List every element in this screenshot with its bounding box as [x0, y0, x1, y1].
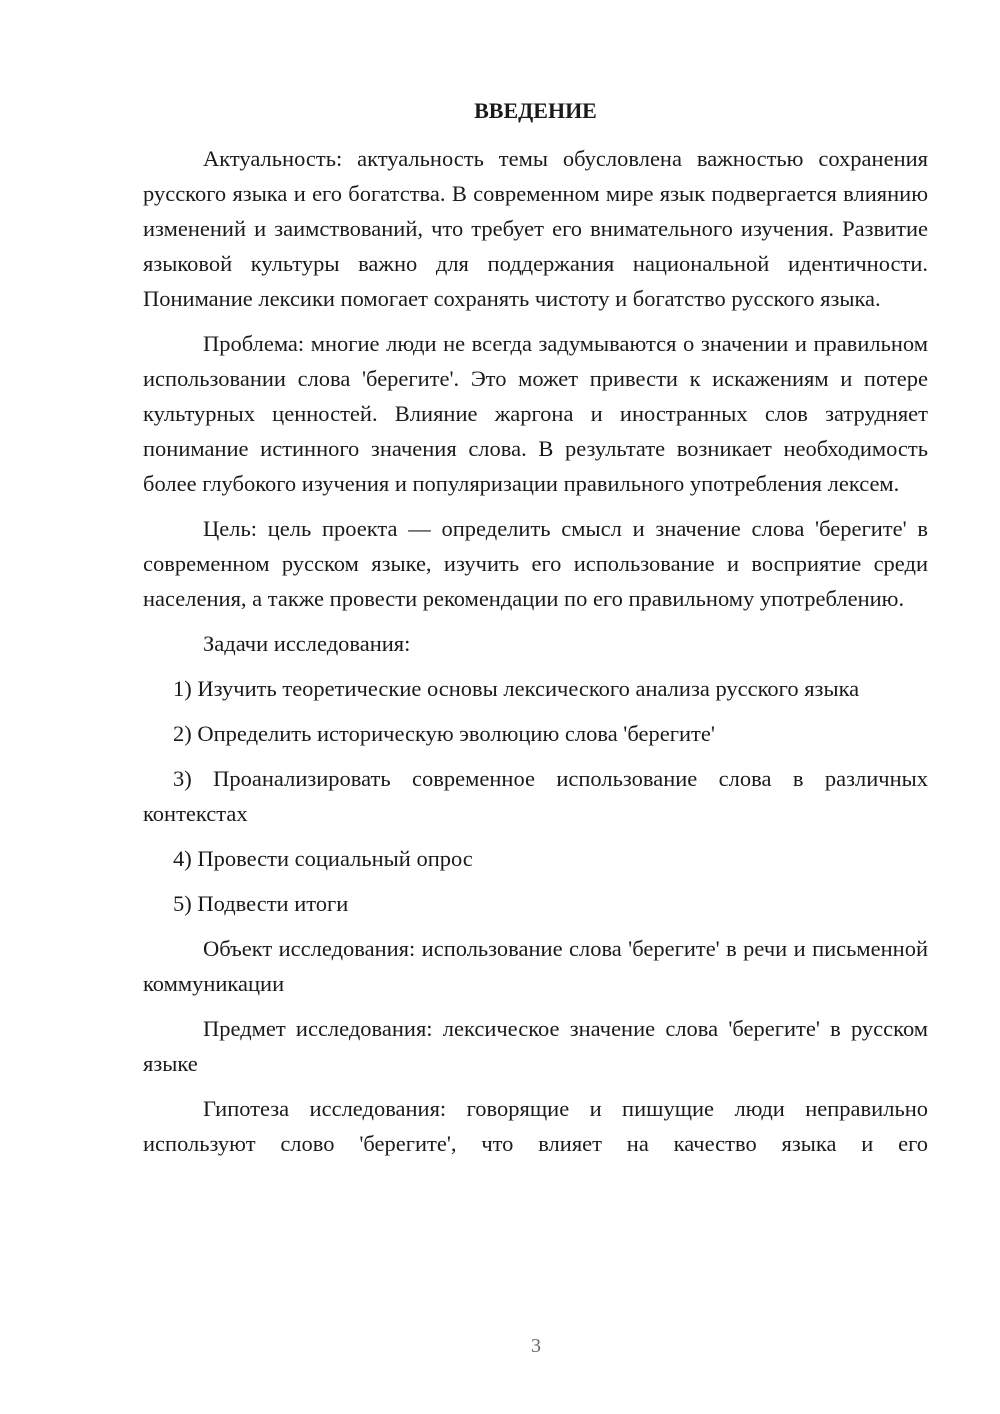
- list-item-task-5: 5) Подвести итоги: [173, 891, 349, 916]
- paragraph-goal: Цель: цель проекта — определить смысл и значение слова 'берегите' в современном русском языке, изучить его использование и восприятие среди населения, а также провести рекомендации по его правильному употреблению.: [143, 516, 928, 611]
- list-item-task-1: 1) Изучить теоретические основы лексического анализа русского языка: [173, 676, 860, 701]
- paragraph-subject: Предмет исследования: лексическое значение слова 'берегите' в русском языке: [143, 1016, 928, 1076]
- paragraph-tasks-heading: Задачи исследования:: [203, 631, 411, 656]
- paragraph-object: Объект исследования: использование слова 'берегите' в речи и письменной коммуникации: [143, 936, 928, 996]
- paragraph-hypothesis: Гипотеза исследования: говорящие и пишущие люди неправильно используют слово 'берегите', что влияет на качество языка и его: [143, 1096, 928, 1156]
- page-title: ВВЕДЕНИЕ: [474, 98, 597, 123]
- paragraph-problem: Проблема: многие люди не всегда задумываются о значении и правильном использовании слова 'берегите'. Это может привести к искажениям и потере культурных ценностей. Влияние жаргона и иностранных слов затрудняет понимание истинного значения слова. В результате возникает необходимость более глубокого изучения и популяризации правильного употребления лексем.: [143, 331, 928, 496]
- document-body: [143, 95, 928, 1171]
- list-item-task-2: 2) Определить историческую эволюцию слова 'берегите': [173, 721, 715, 746]
- list-item-task-3: 3) Проанализировать современное использование слова в различных контекстах: [143, 766, 928, 826]
- paragraph-relevance: Актуальность: актуальность темы обусловлена важностью сохранения русского языка и его богатства. В современном мире язык подвергается влиянию изменений и заимствований, что требует его внимательного изучения. Развитие языковой культуры важно для поддержания национальной идентичности. Понимание лексики помогает сохранять чистоту и богатство русского языка.: [143, 146, 928, 311]
- page-number: 3: [531, 1335, 541, 1357]
- list-item-task-4: 4) Провести социальный опрос: [173, 846, 473, 871]
